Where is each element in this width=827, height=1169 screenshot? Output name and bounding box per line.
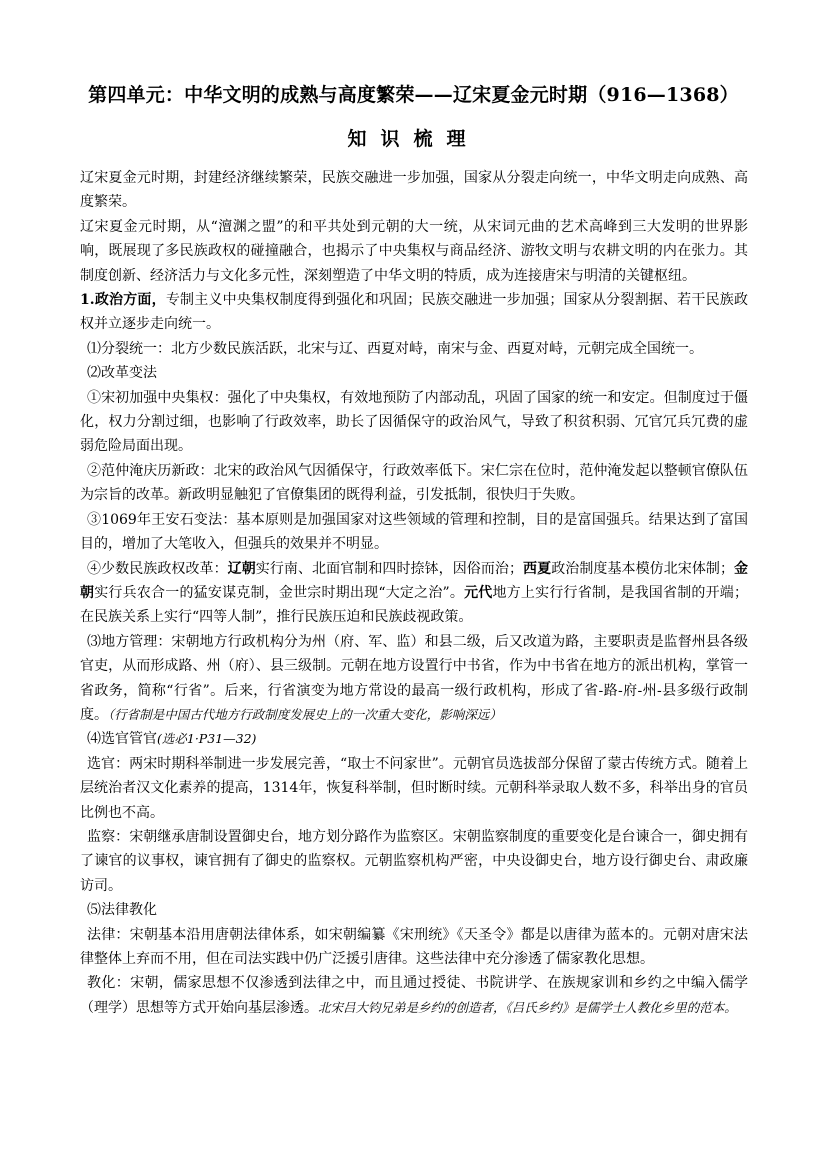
term-jin: 金朝 — [80, 560, 749, 601]
intro-paragraph-1: 辽宋夏金元时期，封建经济继续繁荣，民族交融进一步加强，国家从分裂走向统一，中华文明走向成熟、高度繁荣。 — [80, 170, 748, 211]
official-selection-reference: (选必1·P31—32) — [157, 731, 257, 747]
term-xixia: 西夏 — [522, 560, 552, 577]
reform-wang-anshi: ③1069年王安石变法：基本原则是加强国家对这些领域的管理和控制，目的是富国强兵。结果达到了富国目的，增加了大笔收入，但强兵的效果并不明显。 — [80, 511, 748, 553]
intro-paragraph-2: 辽宋夏金元时期，从“澶渊之盟”的和平共处到元朝的大一统，从宋词元曲的艺术高峰到三大发明的世界影响，既展现了多民族政权的碰撞融合，也揭示了中央集权与商品经济、游牧文明与农耕文明的内在张力。其制度创新、经济活力与文化多元性，深刻塑造了中华文明的特质，成为连接唐宋与明清的关键枢纽。 — [80, 218, 748, 284]
supervision-paragraph: 监察：宋朝继承唐制设置御史台，地方划分路作为监察区。宋朝监察制度的重要变化是台谏合一，御史拥有了谏官的议事权，谏官拥有了御史的监察权。元朝监察机构严密，中央设御史台，地方设行御史台、肃政廉访司。 — [80, 828, 748, 894]
item-official-selection-heading — [80, 727, 748, 751]
item-local-administration — [80, 630, 748, 728]
term-yuan: 元代 — [464, 584, 493, 601]
local-administration-text: ⑶地方管理：宋朝地方行政机构分为州（府、军、监）和县二级，后又改道为路，主要职责是监督州县各级官吏，从而形成路、州（府）、县三级制。元朝在地方设置行中书省，作为中书省在地方的派出机构，掌管一省政务，简称“行省”。后来，行省演变为地方常设的最高一级行政机构，形成了省-路-府-州-县多级行政制度。 — [80, 633, 748, 723]
text-jin: 实行兵农合一的猛安谋克制，金世宗时期出现“大定之治”。 — [94, 584, 465, 601]
reform-minority-regimes — [80, 557, 748, 630]
reform-song-centralization: ①宋初加强中央集权：强化了中央集权，有效地预防了内部动乱，巩固了国家的统一和安定。但制度过于僵化，权力分割过细，也影响了行政效率，助长了因循保守的政治风气，导致了积贫积弱、冗官冗兵冗费的虚弱危险局面出现。 — [80, 389, 748, 455]
item-law-education-heading: ⑸法律教化 — [87, 902, 157, 919]
reform-minority-lead: ④少数民族政权改革： — [87, 560, 228, 577]
term-liao: 辽朝 — [227, 560, 256, 577]
text-liao: 实行南、北面官制和四时捺钵，因俗而治； — [255, 560, 523, 577]
reform-qingli: ②范仲淹庆历新政：北宋的政治风气因循保守，行政效率低下。宋仁宗在位时，范仲淹发起以整顿官僚队伍为宗旨的改革。新政明显触犯了官僚集团的既得利益，引发抵制，很快归于失败。 — [80, 462, 748, 504]
page-title: 第四单元：中华文明的成熟与高度繁荣——辽宋夏金元时期（916—1368） — [88, 84, 739, 106]
section-politics-text: 专制主义中央集权制度得到强化和巩固；民族交融进一步加强；国家从分裂割据、若干民族政权并立逐步走向统一。 — [80, 292, 748, 333]
item-reform-heading: ⑵改革变法 — [87, 365, 157, 382]
selection-paragraph: 选官：两宋时期科举制进一步发展完善，“取士不问家世”。元朝官员选拔部分保留了蒙古传统方式。随着上层统治者汉文化素养的提高，1314年，恢复科举制，但时断时续。元朝科举录取人数不多，科举出身的官员比例也不高。 — [80, 755, 748, 821]
official-selection-label: ⑷选官管官 — [87, 731, 157, 748]
document-body — [80, 166, 748, 1020]
text-xixia: 政治制度基本模仿北宋体制； — [551, 560, 734, 577]
text-yuan: 地方上实行行省制，是我国省制的开端；在民族关系上实行“四等人制”，推行民族压迫和民族歧视政策。 — [80, 584, 749, 626]
law-paragraph: 法律：宋朝基本沿用唐朝法律体系，如宋朝编纂《宋刑统》《天圣令》都是以唐律为蓝本的。元朝对唐宋法律整体上弃而不用，但在司法实践中仍广泛援引唐律。这些法律中充分渗透了儒家教化思想。 — [80, 926, 748, 967]
education-note: 北宋吕大钧兄弟是乡约的创造者，《吕氏乡约》是儒学士人教化乡里的范本。 — [318, 999, 737, 1015]
section-politics — [80, 288, 748, 337]
page-subtitle: 知识梳理 — [347, 128, 480, 150]
local-administration-note: （行省制是中国古代地方行政制度发展史上的一次重大变化，影响深远） — [108, 706, 502, 722]
education-text: 教化：宋朝，儒家思想不仅渗透到法律之中，而且通过授徒、书院讲学、在族规家训和乡约之中编入儒学（理学）思想等方式开始向基层渗透。 — [80, 975, 748, 1016]
section-politics-lead: 1.政治方面， — [80, 292, 166, 309]
education-paragraph — [80, 971, 748, 1020]
item-division-unification: ⑴分裂统一：北方少数民族活跃，北宋与辽、西夏对峙，南宋与金、西夏对峙，元朝完成全国统一。 — [87, 340, 703, 357]
